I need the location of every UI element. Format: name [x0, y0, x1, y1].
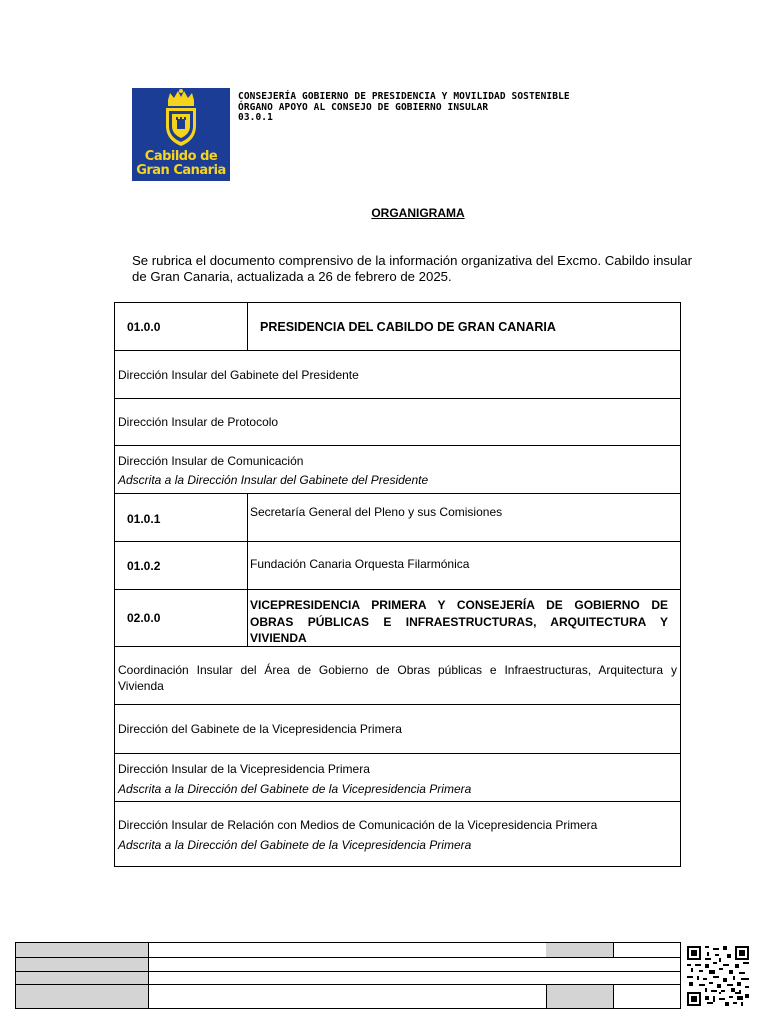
org-name-line: VIVIENDA: [250, 631, 307, 645]
org-unit-note: Adscrita a la Dirección Insular del Gabinete del Presidente: [118, 473, 429, 487]
table-row: [115, 590, 680, 647]
org-unit-line: Vivienda: [118, 679, 164, 693]
table-row: [115, 303, 680, 351]
signature-row: [16, 943, 680, 958]
signature-label-cell: [16, 958, 149, 971]
signature-label-cell: [16, 985, 149, 1008]
org-unit: Dirección del Gabinete de la Vicepresidencia Primera: [118, 722, 402, 736]
org-name: [248, 494, 680, 541]
table-row: [115, 446, 680, 494]
table-row: [115, 351, 680, 399]
table-row: [115, 399, 680, 446]
signature-label-cell: [546, 943, 614, 957]
table-row: [115, 647, 680, 705]
intro-line: Se rubrica el documento comprensivo de la información organizativa del Excmo. Cabildo insular: [132, 253, 693, 268]
table-row: [115, 494, 680, 542]
coat-of-arms-icon: [132, 88, 230, 150]
table-row: [115, 754, 680, 802]
org-unit-note: Adscrita a la Dirección del Gabinete de la Vicepresidencia Primera: [118, 782, 472, 796]
org-name-line: VICEPRESIDENCIA PRIMERA Y CONSEJERÍA DE GOBIERNO DE: [250, 598, 668, 612]
table-row: [115, 542, 680, 590]
logo-text-line1: Cabildo de: [144, 149, 218, 164]
org-code: 01.0.0: [115, 303, 248, 350]
org-code: 02.0.0: [115, 590, 248, 646]
signature-row: [16, 972, 680, 985]
signature-row: [16, 958, 680, 972]
logo-text-line2: Gran Canaria: [136, 163, 226, 178]
org-unit: Dirección Insular de la Vicepresidencia Primera: [118, 762, 370, 776]
org-unit: Dirección Insular de Relación con Medios de Comunicación de la Vicepresidencia Primera: [118, 818, 598, 832]
signature-label-cell: [16, 972, 149, 984]
org-code: 01.0.2: [115, 542, 248, 589]
org-name: [248, 590, 680, 646]
org-name-line: OBRAS PÚBLICAS E INFRAESTRUCTURAS, ARQUITECTURA Y: [250, 614, 668, 629]
signature-label-cell: [16, 943, 149, 957]
document-header: [238, 92, 570, 124]
org-unit-line: Coordinación Insular del Área de Gobierno de Obras públicas e Infraestructuras, Arquitectura y: [118, 663, 677, 677]
org-unit: Dirección Insular de Protocolo: [118, 415, 279, 429]
divider: [613, 943, 614, 958]
signature-table: [15, 942, 681, 1009]
header-code: 03.0.1: [238, 112, 273, 123]
org-name: [248, 542, 680, 589]
cabildo-logo: [132, 88, 230, 181]
header-department: CONSEJERÍA GOBIERNO DE PRESIDENCIA Y MOVILIDAD SOSTENIBLE: [238, 91, 570, 102]
org-table: [114, 302, 681, 867]
org-unit-note: Adscrita a la Dirección del Gabinete de la Vicepresidencia Primera: [118, 838, 472, 852]
org-code: 01.0.1: [115, 494, 248, 541]
org-name-text: Secretaría General del Pleno y sus Comisiones: [250, 505, 503, 519]
table-row: [115, 705, 680, 754]
org-unit: Dirección Insular de Comunicación: [118, 454, 304, 468]
page-title: ORGANIGRAMA: [371, 206, 465, 220]
signature-row: [16, 985, 680, 1008]
intro-paragraph: [132, 253, 693, 285]
header-organ: ÓRGANO APOYO AL CONSEJO DE GOBIERNO INSULAR: [238, 101, 489, 113]
table-row: [115, 802, 680, 867]
org-name-text: Fundación Canaria Orquesta Filarmónica: [250, 557, 470, 571]
qr-code-icon: [687, 946, 749, 1006]
org-unit: Dirección Insular del Gabinete del Presidente: [118, 367, 359, 382]
intro-line: de Gran Canaria, actualizada a 26 de febrero de 2025.: [132, 269, 452, 284]
signature-label-cell: [546, 985, 614, 1008]
org-name: PRESIDENCIA DEL CABILDO DE GRAN CANARIA: [260, 319, 556, 334]
